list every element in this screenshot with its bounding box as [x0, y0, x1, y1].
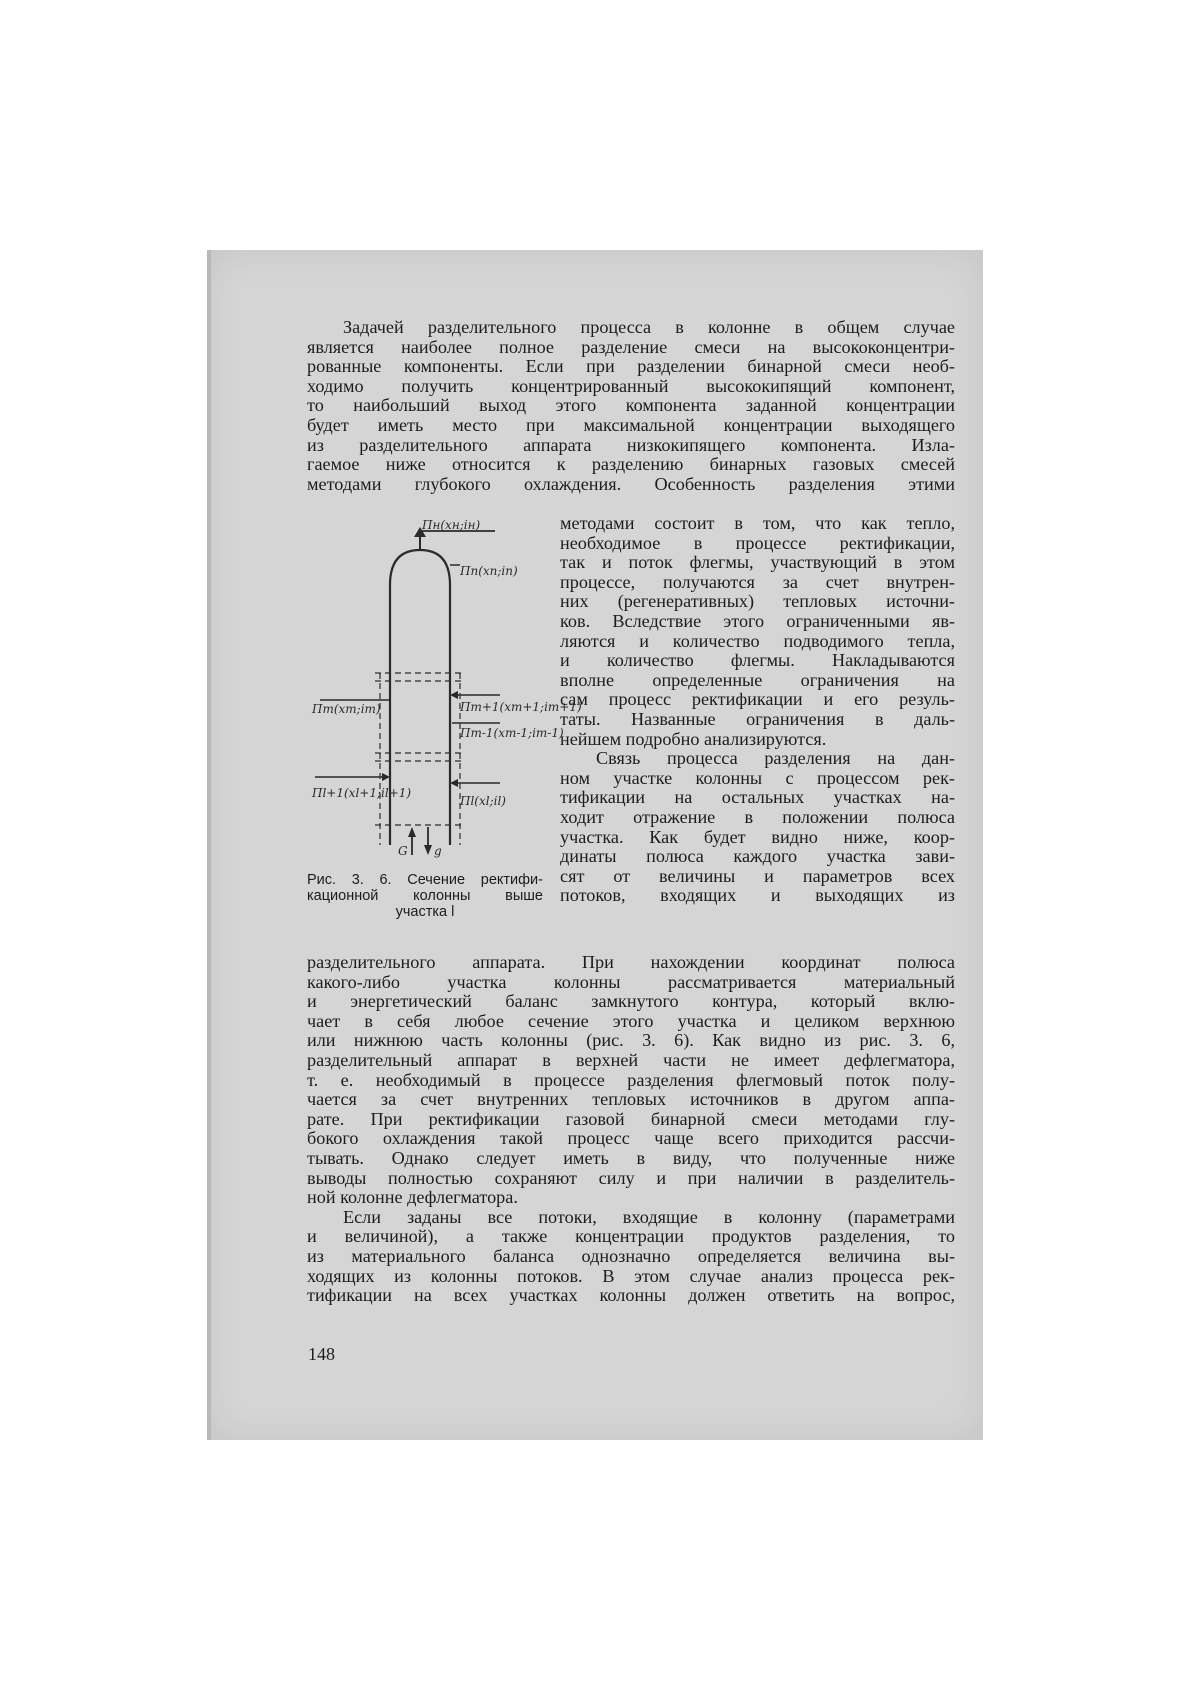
column-figure	[310, 515, 582, 860]
text-line: динаты полюса каждого участка зави-	[560, 846, 955, 867]
text-line: так и поток флегмы, участвующий в этом	[560, 552, 955, 573]
page-edge-shadow	[207, 250, 211, 1440]
caption-line: участка l	[395, 904, 455, 920]
g-arrow	[424, 845, 432, 855]
text-line: или нижнюю часть колонны (рис. 3. 6). Как видно из рис. 3. 6,	[307, 1030, 955, 1051]
label-l-left: Пl+1(xl+1;il+1)	[312, 786, 412, 800]
text-line: нейшем подробно анализируются.	[560, 728, 827, 749]
label-g: g	[434, 844, 442, 858]
text-line: процессе, получаются за счет внутрен-	[560, 571, 955, 592]
text-line: тификации на остальных участках на-	[560, 787, 955, 808]
text-line: ходит отражение в положении полюса	[560, 806, 955, 827]
text-line: сят от величины и параметров всех	[560, 865, 955, 886]
bottom-paragraphs	[307, 953, 955, 1306]
text-line: чает в себя любое сечение этого участка и целиком верхнюю	[307, 1010, 955, 1031]
text-line: методами глубокого охлаждения. Особенность разделения этими	[307, 473, 955, 494]
m-plus-arrow	[450, 691, 458, 699]
text-line: разделительного аппарата. При нахождении координат полюса	[307, 952, 955, 972]
text-line: будет иметь место при максимальной концентрации выходящего	[307, 414, 955, 435]
label-G: G	[398, 844, 408, 858]
label-m-left: Пm(xm;im)	[312, 702, 381, 716]
text-line: ходимо получить концентрированный высококипящий компонент,	[307, 375, 955, 396]
text-line: т. е. необходимый в процессе разделения флегмовый поток полу-	[307, 1069, 955, 1090]
text-line: и энергетический баланс замкнутого контура, который вклю-	[307, 991, 955, 1012]
text-line: вполне определенные ограничения на	[560, 669, 955, 690]
text-line: ном участке колонны с процессом рек-	[560, 767, 955, 788]
text-line: Задачей разделительного процесса в колонне в общем случае	[343, 317, 955, 337]
top-paragraph	[307, 318, 955, 494]
text-line: таты. Названные ограничения в даль-	[560, 708, 955, 729]
text-line: ной колонне дефлегматора.	[307, 1187, 518, 1208]
page-number: 148	[308, 1344, 335, 1364]
text-line: чается за счет внутренних тепловых источников в другом аппа-	[307, 1089, 955, 1110]
column-outline	[390, 550, 450, 845]
text-line: является наиболее полное разделение смеси на высококонцентри-	[307, 336, 955, 357]
text-line: ляются и количество подводимого тепла,	[560, 630, 955, 651]
text-line: из материального баланса однозначно определяется величина вы-	[307, 1245, 955, 1266]
label-top-out: Пн(xн;iн)	[422, 518, 481, 532]
text-line: тывать. Однако следует иметь в виду, что полученные ниже	[307, 1147, 955, 1168]
text-line: них (регенеративных) тепловых источни-	[560, 591, 955, 612]
text-line: ков. Вследствие этого ограниченными яв-	[560, 610, 955, 631]
text-line: рованные компоненты. Если при разделении бинарной смеси необ-	[307, 356, 955, 377]
text-line: тификации на всех участках колонны должен ответить на вопрос,	[307, 1285, 955, 1306]
label-m-minus: Пm-1(xm-1;im-1)	[460, 726, 564, 740]
caption-line: кационной колонны выше	[307, 888, 543, 904]
text-line: и количество флегмы. Накладываются	[560, 650, 955, 671]
l-right-arrow	[450, 779, 458, 787]
text-line: выводы полностью сохраняют силу и при наличии в разделитель-	[307, 1167, 955, 1188]
label-l-right: Пl(xl;il)	[460, 794, 506, 808]
text-line: какого-либо участка колонны рассматривается материальный	[307, 971, 955, 992]
text-line: гаемое ниже относится к разделению бинарных газовых смесей	[307, 454, 955, 475]
label-n-stream: Пn(xn;in)	[460, 564, 518, 578]
text-line: Связь процесса разделения на дан-	[596, 748, 955, 769]
l-left-arrow	[382, 773, 390, 781]
caption-line: Рис. 3. 6. Сечение ректифи-	[307, 872, 543, 888]
text-line: методами состоит в том, что как тепло,	[560, 513, 955, 533]
figure-caption	[307, 872, 543, 920]
text-line: и величиной), а также концентрации продуктов разделения, то	[307, 1226, 955, 1247]
text-line: бокого охлаждения такой процесс чаще всего приходится рассчи-	[307, 1128, 955, 1149]
text-line: сам процесс ректификации и его резуль-	[560, 689, 955, 710]
text-line: из разделительного аппарата низкокипящего компонента. Изла-	[307, 434, 955, 455]
text-line: ходящих из колонны потоков. В этом случае анализ процесса рек-	[307, 1265, 955, 1286]
text-line: рате. При ректификации газовой бинарной смеси методами глу-	[307, 1108, 955, 1129]
text-line: участка. Как будет видно ниже, коор-	[560, 826, 955, 847]
text-line: Если заданы все потоки, входящие в колонну (параметрами	[343, 1206, 955, 1227]
text-line: то наибольший выход этого компонента заданной концентрации	[307, 395, 955, 416]
column-diagram-svg	[310, 515, 582, 860]
text-line: потоков, входящих и выходящих из	[560, 885, 955, 906]
text-line: разделительный аппарат в верхней части не имеет дефлегматора,	[307, 1049, 955, 1070]
G-arrow	[408, 827, 416, 837]
right-column-text	[560, 514, 955, 906]
text-line: необходимое в процессе ректификации,	[560, 532, 955, 553]
label-m-plus: Пm+1(xm+1;im+1)	[460, 700, 582, 714]
